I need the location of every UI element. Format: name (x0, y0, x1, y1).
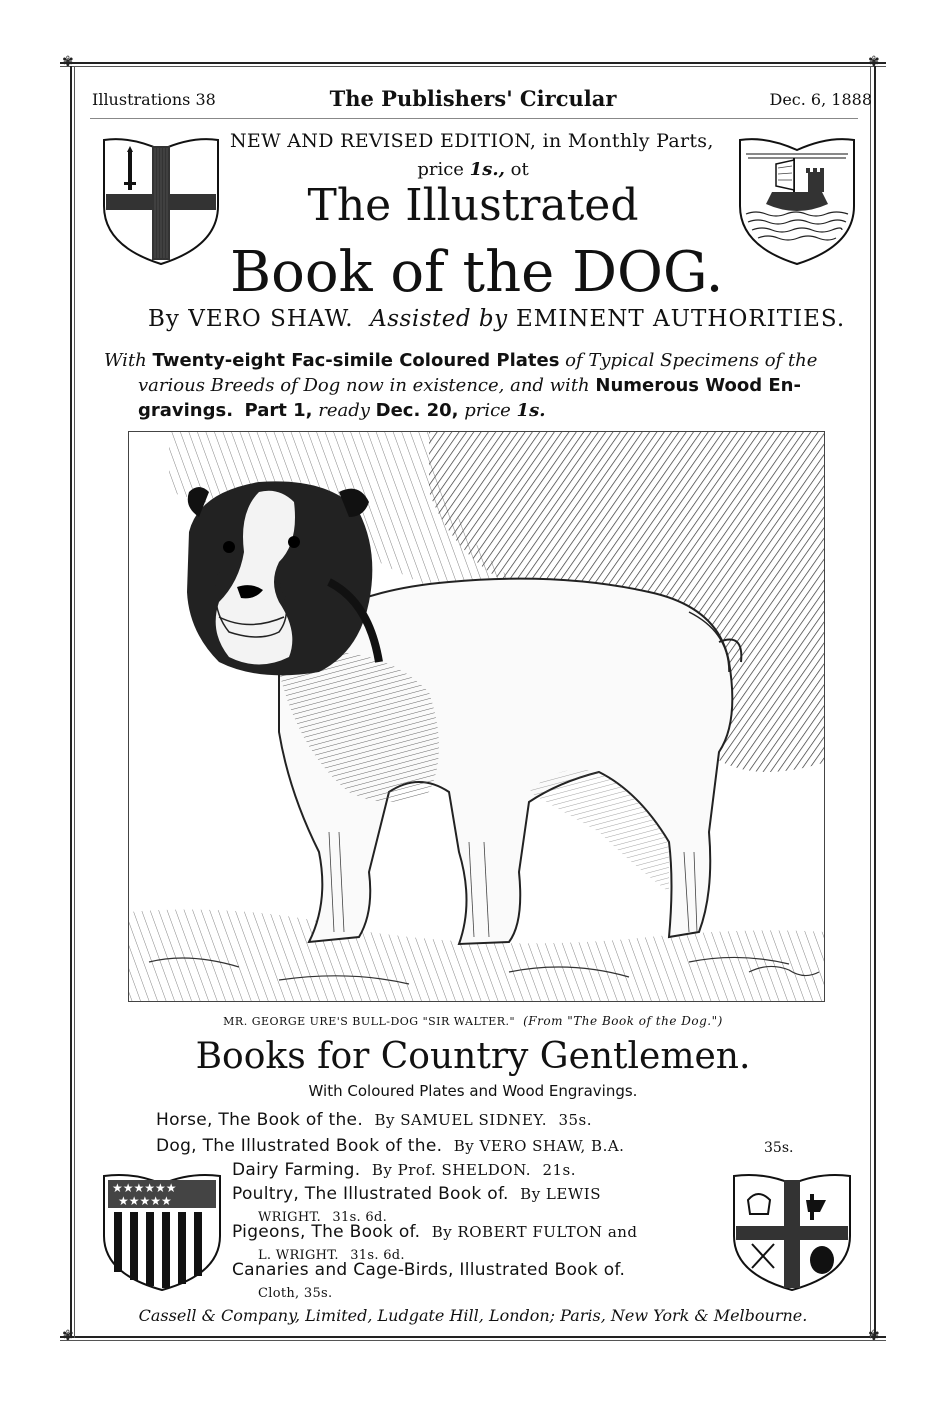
book-price: 31s. 6d. (350, 1248, 405, 1263)
price-prefix: price (417, 159, 464, 180)
stars-stripes-shield-icon (100, 1170, 224, 1292)
edition-notice: NEW AND REVISED EDITION, in Monthly Parts, (230, 130, 714, 152)
desc-plates: Twenty-eight Fac-simile Coloured Plates (152, 350, 560, 371)
caption-main: MR. GEORGE URE'S BULL-DOG "SIR WALTER." (223, 1015, 516, 1028)
books-heading: Books for Country Gentlemen. (195, 1036, 751, 1077)
book-author: By Prof. SHELDON. (371, 1161, 532, 1179)
desc-gravings: gravings. (138, 400, 234, 421)
book-author-cont: L. WRIGHT. (258, 1248, 339, 1263)
description (104, 348, 834, 423)
price-suffix: ot (510, 159, 529, 180)
svg-text:★★★★★: ★★★★★ (118, 1194, 172, 1208)
desc-price-word: price (464, 400, 511, 421)
book-author: By SAMUEL SIDNEY. (374, 1111, 548, 1129)
right-border-inner (870, 66, 871, 1338)
book-title: Dog, The Illustrated Book of the. (156, 1136, 443, 1156)
book-price: Cloth, 35s. (258, 1286, 333, 1301)
illustration-caption (0, 1014, 946, 1028)
book-price: 31s. 6d. (332, 1210, 388, 1225)
desc-engravings: Numerous Wood En- (595, 375, 801, 396)
desc-date: Dec. 20, (375, 400, 459, 421)
book-title-line2: Book of the DOG. (230, 240, 724, 305)
book-title: Pigeons, The Book of. (232, 1222, 421, 1242)
page-label: Illustrations 38 (92, 90, 216, 109)
caption-source: (From "The Book of the Dog.") (523, 1014, 723, 1028)
ornament-icon: ✾ (868, 1328, 880, 1344)
books-subheading: With Coloured Plates and Wood Engravings. (308, 1082, 638, 1100)
book-item-dog (156, 1136, 624, 1156)
book-price: 35s. (558, 1111, 593, 1129)
book-title: Dairy Farming. (232, 1160, 361, 1180)
bottom-border (60, 1336, 886, 1338)
ornament-icon: ✾ (62, 54, 74, 70)
ornament-icon: ✾ (62, 1328, 74, 1344)
issue-date: Dec. 6, 1888 (769, 90, 872, 109)
header-divider (90, 118, 858, 119)
top-border (60, 62, 886, 64)
book-author-cont: WRIGHT. (258, 1210, 321, 1225)
desc-breeds: various Breeds of Dog now in existence, and with (138, 375, 590, 396)
book-author: By VERO SHAW, B.A. (453, 1137, 625, 1155)
book-item-canaries-cont (258, 1282, 332, 1302)
assisted-by: Assisted by (370, 306, 508, 332)
publisher-imprint: Cassell & Company, Limited, Ludgate Hill, London; Paris, New York & Melbourne. (138, 1306, 808, 1325)
book-author: By LEWIS (520, 1185, 601, 1203)
book-price: 21s. (542, 1161, 577, 1179)
bottom-border-inner (60, 1340, 886, 1341)
left-border-inner (74, 66, 75, 1338)
journal-title: The Publishers' Circular (329, 86, 617, 111)
book-title: Canaries and Cage-Birds, Illustrated Book of. (232, 1260, 626, 1280)
book-item-pigeons (232, 1222, 638, 1242)
desc-price: 1s. (516, 400, 546, 421)
right-border (874, 66, 876, 1338)
book-item-horse (156, 1110, 592, 1130)
svg-text:★★★★★★: ★★★★★★ (112, 1181, 177, 1195)
author-name: By VERO SHAW. (148, 306, 354, 332)
left-border (70, 66, 72, 1338)
bulldog-illustration-icon (129, 432, 825, 1002)
book-item-canaries (232, 1260, 625, 1280)
book-price: 35s. (764, 1140, 794, 1156)
quartered-shield-icon (730, 1170, 854, 1292)
price-value: 1s., (469, 159, 505, 180)
top-border-inner (60, 66, 886, 67)
desc-specimens: of Typical Specimens of the (565, 350, 818, 371)
book-author: By ROBERT FULTON and (431, 1223, 638, 1241)
bulldog-engraving (128, 431, 825, 1002)
ornament-icon: ✾ (868, 54, 880, 70)
author-byline (148, 306, 845, 332)
book-item-poultry (232, 1184, 601, 1204)
book-item-dairy (232, 1160, 576, 1180)
price-line (0, 159, 946, 180)
desc-ready: ready (318, 400, 370, 421)
book-title-line1: The Illustrated (307, 180, 639, 231)
book-title: Horse, The Book of the. (156, 1110, 364, 1130)
desc-part: Part 1, (244, 400, 313, 421)
book-title: Poultry, The Illustrated Book of. (232, 1184, 509, 1204)
desc-with: With (104, 350, 147, 371)
authorities: EMINENT AUTHORITIES. (515, 306, 846, 332)
